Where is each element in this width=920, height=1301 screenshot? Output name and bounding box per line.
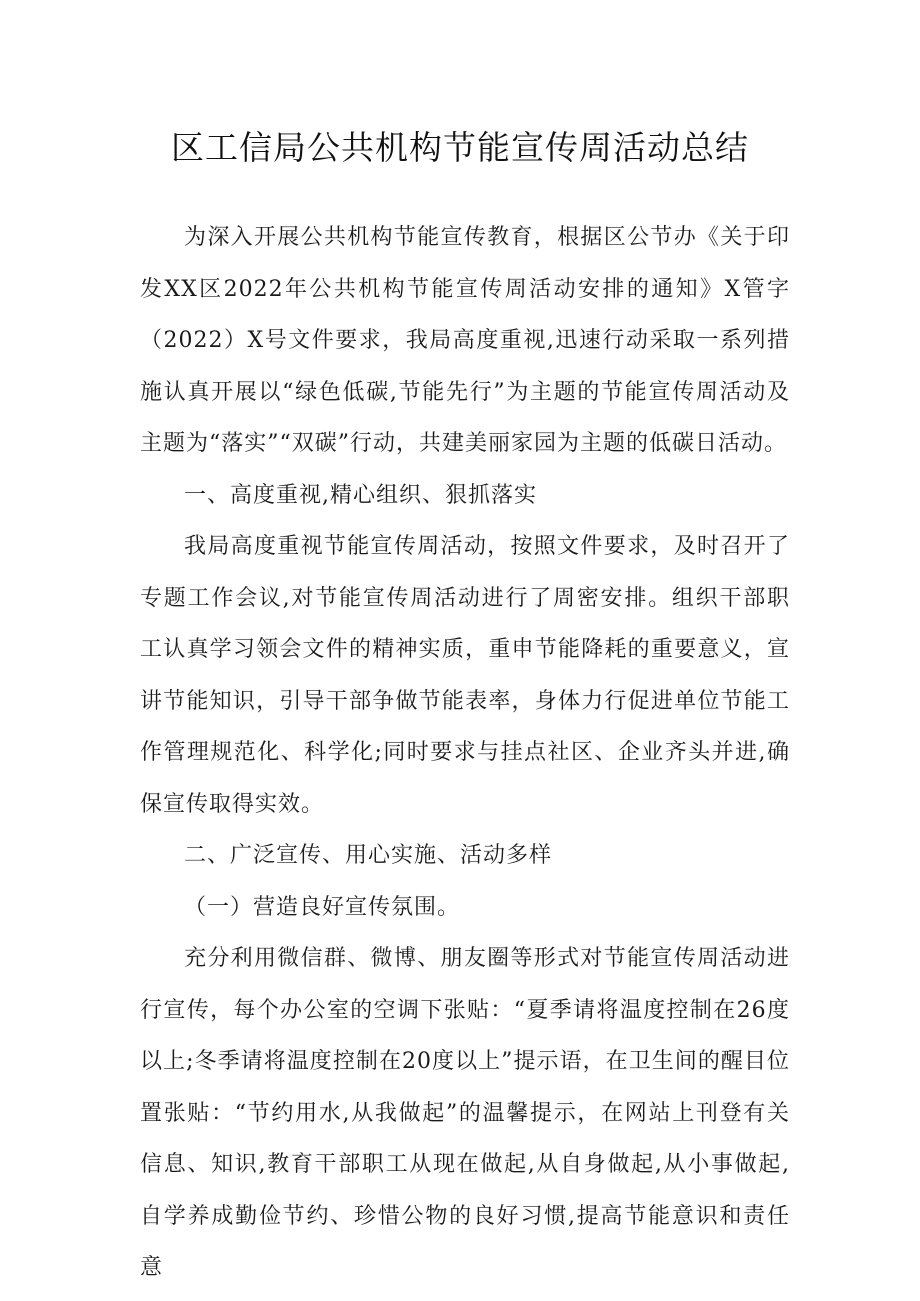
- subsection-1-paragraph: 充分利用微信群、微博、朋友圈等形式对节能宣传周活动进行宣传，每个办公室的空调下张贴：“夏季请将温度控制在26度以上;冬季请将温度控制在20度以上”提示语，在卫生间的醒目位置张贴：“节约用水,从我做起”的温馨提示，在网站上刊登有关信息、知识,教育干部职工从现在做起,从自身做起,从小事做起,自学养成勤俭节约、珍惜公物的良好习惯,提高节能意识和责任意: [140, 946, 790, 1280]
- intro-paragraph: 为深入开展公共机构节能宣传教育，根据区公节办《关于印发XX区2022年公共机构节能宣传周活动安排的通知》X管字（2022）X号文件要求，我局高度重视,迅速行动采取一系列措施认真开展以“绿色低碳,节能先行”为主题的节能宣传周活动及主题为“落实”“双碳”行动，共建美丽家园为主题的低碳日活动。: [140, 225, 790, 456]
- section-heading-2: 二、广泛宣传、用心实施、活动多样: [184, 843, 553, 868]
- document-body: [140, 212, 790, 1294]
- subsection-heading-1: （一）营造良好宣传氛围。: [184, 894, 461, 920]
- document-title: 区工信局公共机构节能宣传周活动总结: [171, 128, 749, 167]
- section-1-paragraph: 我局高度重视节能宣传周活动，按照文件要求，及时召开了专题工作会议,对节能宣传周活动进行了周密安排。组织干部职工认真学习领会文件的精神实质，重申节能降耗的重要意义，宣讲节能知识，引导干部争做节能表率，身体力行促进单位节能工作管理规范化、科学化;同时要求与挂点社区、企业齐头并进,确保宣传取得实效。: [140, 534, 790, 817]
- section-heading-1: 一、高度重视,精心组织、狠抓落实: [184, 482, 537, 508]
